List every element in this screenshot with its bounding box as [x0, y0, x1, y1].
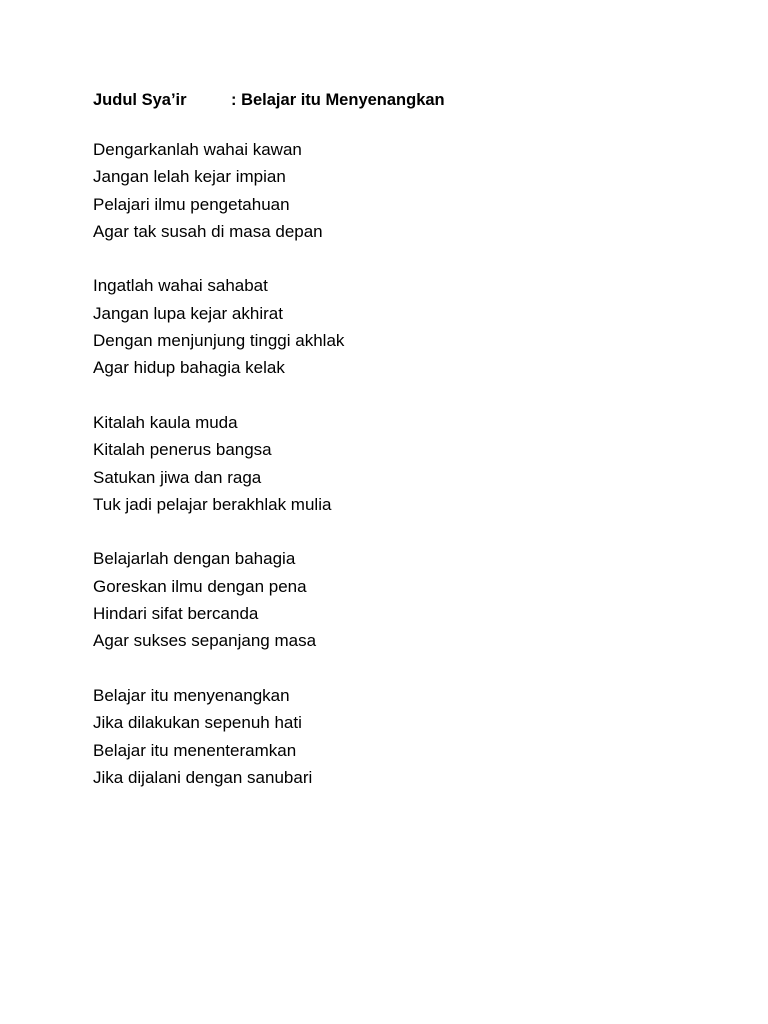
poem-line: Kitalah penerus bangsa — [93, 440, 272, 460]
poem-line: Tuk jadi pelajar berakhlak mulia — [93, 494, 332, 514]
poem-line: Belajar itu menenteramkan — [93, 740, 297, 760]
title-value: : Belajar itu Menyenangkan — [231, 91, 445, 109]
poem-body — [93, 136, 344, 818]
stanza-4 — [93, 545, 344, 654]
poem-line: Kitalah kaula muda — [93, 412, 238, 432]
poem-line: Pelajari ilmu pengetahuan — [93, 194, 290, 214]
poem-line: Belajar itu menyenangkan — [93, 685, 290, 705]
poem-line: Ingatlah wahai sahabat — [93, 276, 268, 296]
poem-line: Agar sukses sepanjang masa — [93, 631, 317, 651]
poem-line: Jika dilakukan sepenuh hati — [93, 713, 302, 733]
poem-line: Jangan lupa kejar akhirat — [93, 303, 283, 323]
title-label: Judul Sya’ir — [93, 91, 187, 109]
poem-line: Dengarkanlah wahai kawan — [93, 140, 302, 159]
poem-title — [93, 89, 445, 111]
stanza-5 — [93, 682, 344, 791]
poem-line: Jangan lelah kejar impian — [93, 167, 286, 187]
poem-line: Goreskan ilmu dengan pena — [93, 576, 307, 596]
stanza-3 — [93, 409, 344, 518]
poem-line: Satukan jiwa dan raga — [93, 467, 262, 487]
poem-line: Hindari sifat bercanda — [93, 604, 259, 624]
stanza-2 — [93, 272, 344, 381]
poem-line: Agar hidup bahagia kelak — [93, 358, 285, 378]
poem-line: Belajarlah dengan bahagia — [93, 549, 296, 569]
poem-line: Dengan menjunjung tinggi akhlak — [93, 331, 345, 351]
poem-line: Agar tak susah di masa depan — [93, 221, 323, 241]
poem-line: Jika dijalani dengan sanubari — [93, 767, 313, 787]
stanza-1 — [93, 136, 344, 245]
